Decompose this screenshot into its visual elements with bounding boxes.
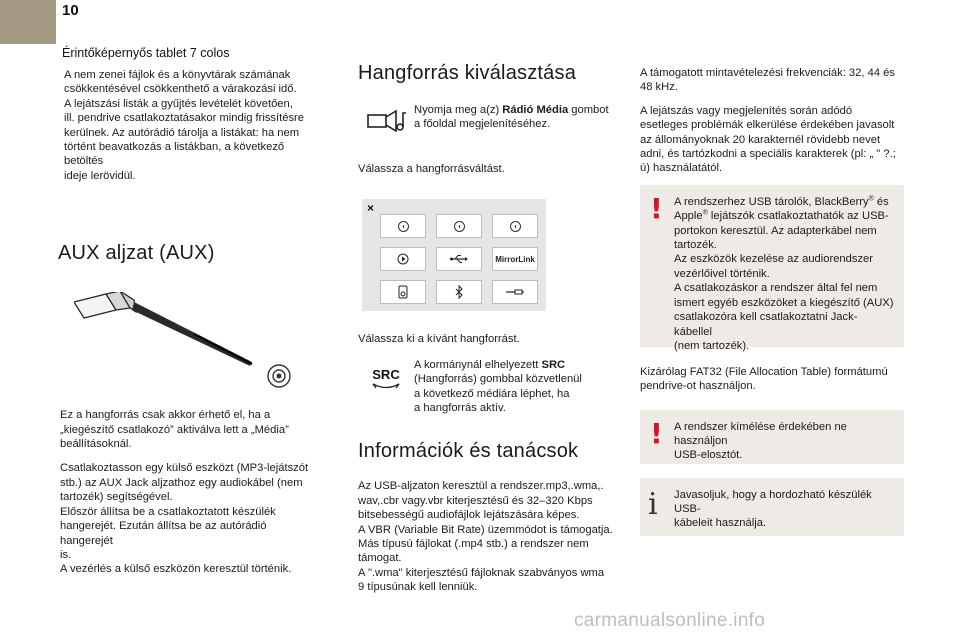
media-source-panel (362, 199, 546, 311)
radio-media-instruction: Nyomja meg a(z) Rádió Média gombot a főoldal megjelenítéséhez. (414, 104, 609, 131)
select-source-text: Válassza ki a kívánt hangforrást. (358, 333, 520, 346)
column-right (640, 66, 904, 536)
usb-formats-paragraph: Az USB-aljzaton keresztül a rendszer.mp3,.wma,. wav,.cbr vagy.vbr kiterjesztésű és 32–320 Kbps bitsebességű audiofájlok lejátszására képes. A VBR (Variable Bit Rate) üzemmódot is támogatja. Más típusú fájlokat (.mp4 stb.) a rendszer nem támogat. A ".wma" kiterjesztésű fájloknak szabványos wma 9 típusúnak kell lenniük. (358, 480, 613, 594)
mirrorlink-source-button[interactable] (492, 247, 538, 271)
src-icon-label: SRC (372, 366, 400, 382)
aux-heading: AUX aljzat (AUX) (58, 242, 215, 265)
close-icon[interactable]: × (367, 201, 375, 216)
column-middle (358, 62, 620, 595)
radio-knob-icon (454, 221, 465, 232)
src-step (358, 358, 620, 416)
page-number: 10 (62, 2, 79, 19)
select-switch-text: Válassza a hangforrásváltást. (358, 163, 505, 175)
play-circle-icon (397, 253, 409, 265)
src-instruction: A kormánynál elhelyezett SRC (Hangforrás) gombbal közvetlenül a következő médiára léphet, ha a hangforrás aktív. (414, 358, 582, 415)
radio-knob-icon (510, 221, 521, 232)
page-tab (0, 0, 56, 44)
source-heading: Hangforrás kiválasztása (358, 62, 577, 84)
column-left (60, 68, 322, 577)
usb-devices-warning-text: A rendszerhez USB tárolók, BlackBerry® és Apple® lejátszók csatlakoztathatók az USB- portokon keresztül. Az adapterkábel nem tartozék. Az eszközök kezelése az audiorendszer vezérlőivel történik. A csatlakozáskor a rendszer által fel nem ismert egyéb eszközöket a kiegészítő (AUX) csatlakozóra kell csatlakoztatni Jack-kábellel (nem tartozék). (674, 195, 894, 352)
src-button-icon (358, 358, 414, 402)
radio-media-icon (358, 103, 414, 137)
usb-devices-warning (640, 185, 904, 352)
usb-hub-warning (640, 410, 904, 464)
filenames-advice-text: A lejátszás vagy megjelenítés során adódó esetleges problémák elkerülése érdekében javasolt az állományoknak 20 karakternél rövidebb nevet adni, és tartózkodni a speciális karakterek (pl: „ " ?.; ú) használatától. (640, 104, 896, 175)
aux-jack-illustration (74, 292, 322, 398)
usb-cable-info (640, 478, 904, 536)
radio-preset-1-button[interactable] (380, 214, 426, 238)
info-heading: Információk és tanácsok (358, 440, 579, 463)
radio-preset-3-button[interactable] (492, 214, 538, 238)
aux-connect-paragraph: Csatlakoztasson egy külső eszközt (MP3-lejátszót stb.) az AUX Jack aljzathoz egy audiokábel (nem tartozék) segítségével. Először állítsa be a csatlakoztatott készülék hangerejét. Ezután állítsa be az autórádió hangerejét is. A vezérlés a külső eszközön keresztül történik. (60, 462, 309, 576)
ipod-source-button[interactable] (380, 280, 426, 304)
usb-hub-warning-text: A rendszer kímélése érdekében ne használjon USB-elosztót. (674, 420, 847, 462)
ipod-icon (398, 285, 408, 299)
radio-media-step (358, 103, 620, 137)
bluetooth-icon (455, 285, 463, 299)
sampling-frequencies-text: A támogatott mintavételezési frekvenciák: 32, 44 és 48 kHz. (640, 67, 895, 94)
radio-preset-2-button[interactable] (436, 214, 482, 238)
media-source-grid (380, 214, 538, 304)
warning-icon: ! (650, 191, 663, 225)
aux-availability-paragraph: Ez a hangforrás csak akkor érhető el, ha a „kiegészítő csatlakozó” aktiválva lett a „Média” beállításoknál. (60, 409, 289, 451)
intro-paragraph: A nem zenei fájlok és a könyvtárak számának csökkentésével csökkenthető a várakozási idő. A lejátszási listák a gyűjtés levételét követően, ill. pendrive csatlakoztatásakor mindig frissítésre kerülnek. Az autórádió tárolja a listákat: ha nem történt beavatkozás a listákban, a következő betöltés ideje lerövidül. (64, 69, 305, 182)
usb-cable-info-text: Javasoljuk, hogy a hordozható készülék USB- kábeleit használja. (674, 488, 872, 530)
watermark: carmanualsonline.info (574, 610, 766, 631)
warning-icon: ! (650, 416, 663, 450)
steering-button-icon (371, 382, 401, 392)
usb-source-button[interactable] (436, 247, 482, 271)
info-icon: i (648, 486, 658, 522)
aux-jack-icon (505, 288, 525, 296)
radio-media-label: Rádió Média (502, 104, 569, 116)
mirrorlink-label: MirrorLink (495, 254, 535, 264)
aux-source-button[interactable] (492, 280, 538, 304)
play-source-button[interactable] (380, 247, 426, 271)
page-header: Érintőképernyős tablet 7 colos (62, 46, 230, 60)
fat32-text: Kizárólag FAT32 (File Allocation Table) formátumú pendrive-ot használjon. (640, 365, 888, 393)
radio-knob-icon (398, 221, 409, 232)
bluetooth-source-button[interactable] (436, 280, 482, 304)
jack-cable-icon (74, 292, 304, 398)
usb-icon (450, 254, 468, 264)
